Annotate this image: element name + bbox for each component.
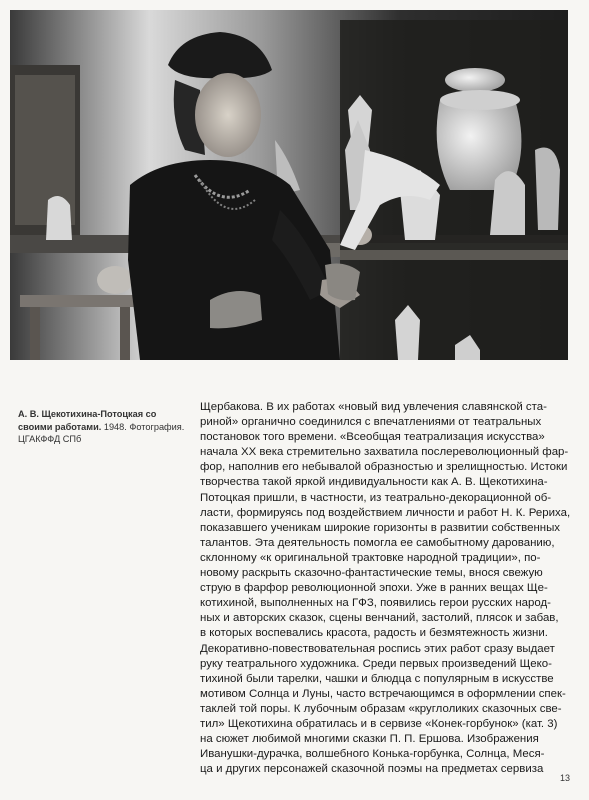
photo-caption [18,408,193,446]
body-line: риной» органично соединился с впечатлениями от театральных [200,416,542,429]
body-line: в которых воспевались красота, радость и безмятежность жизни. [200,627,548,640]
body-line: ных и авторских сказок, сцены венчаний, застолий, плясок и забав, [200,612,559,625]
body-line: творчества такой яркой индивидуальности как А. В. Щекотихина- [200,476,548,489]
body-line: тихиной были тарелки, чашки и блюдца с популярным в искусстве [200,672,554,685]
body-line: Щербакова. В их работах «новый вид увлечения славянской ста- [200,401,547,413]
body-line: Потоцкая пришли, в частности, из театрально-декорационной об- [200,491,552,504]
body-line: талантов. Эта деятельность помогла ее самобытному дарованию, [200,536,555,549]
body-line: мотивом Солнца и Луны, часто встречающимся в оформлении спек- [200,687,566,700]
body-line: котихиной, выполненных на ГФЗ, появились герои русских народ- [200,597,551,610]
body-line: начала XX века стремительно захватила послереволюционный фар- [200,446,569,459]
body-line: таклей той поры. К лубочным образам «круглоликих сказочных све- [200,702,562,715]
body-line: показавшего ученикам широкие горизонты в развитии собственных [200,521,561,534]
body-line: струю в фарфор революционной эпохи. Уже в ранних вещах Ще- [200,582,548,595]
page-number: 13 [560,773,571,783]
body-line: на сюжет любимой многими сказки П. П. Ершова. Изображения [200,733,539,746]
body-line: фор, наполнив его небывалой образностью и зрелищностью. Истоки [200,461,568,474]
body-line: Декоративно-повествовательная роспись этих работ сразу выдает [200,642,555,655]
body-line: новому раскрыть сказочно-фантастические темы, внося свежую [200,567,543,580]
archival-photo [10,10,568,360]
caption-details: 1948. Фотография. ЦГАКФФД СПб [18,421,185,444]
body-line: постановок того времени. «Всеобщая театрализация искусства» [200,431,545,444]
body-line: тил» Щекотихина обратилась и в сервизе «Конек-горбунок» (кат. 3) [200,717,558,730]
caption-title: А. В. Щекотихина-Потоцкая со своими работами. [18,409,157,432]
body-line: руку театрального художника. Среди первых произведений Щеко- [200,657,552,670]
body-line: ласти, формируясь под воздействием личности и работ Н. К. Рериха, [200,506,571,519]
body-line: Иванушки-дурачка, волшебного Конька-горбунка, Солнца, Меся- [200,748,545,761]
body-line: ца и других персонажей сказочной поэмы на предметах сервиза [200,763,544,776]
body-line: склонному «к оригинальной трактовке народной традиции», по- [200,551,541,564]
body-text [200,400,572,777]
